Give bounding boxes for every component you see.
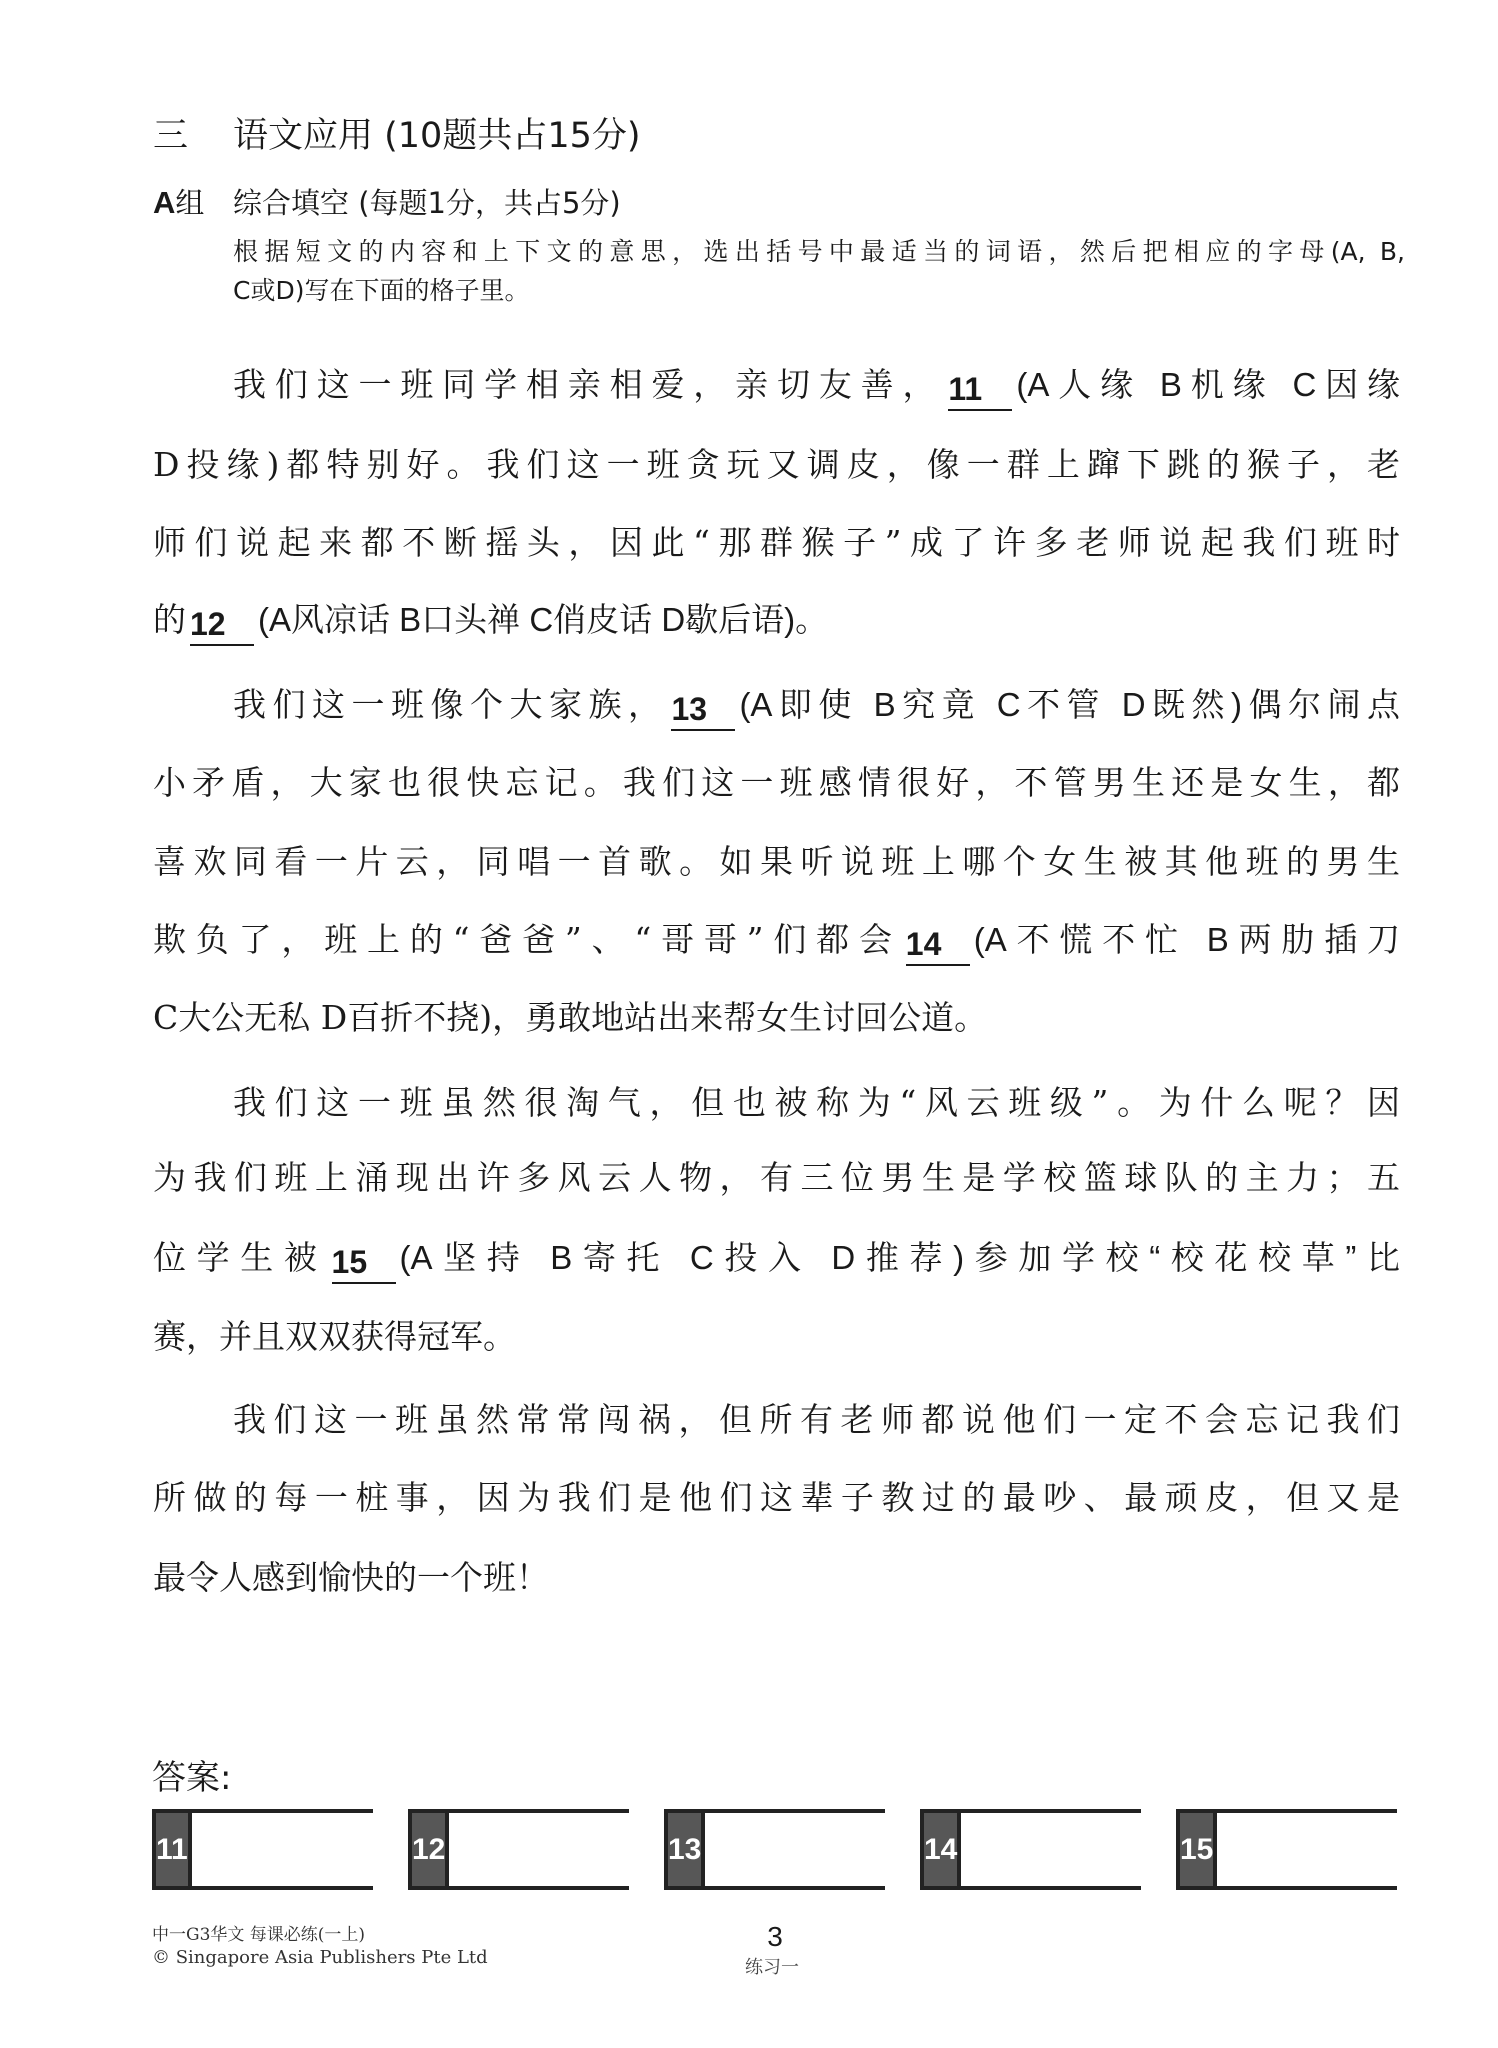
- passage-line: 为我们班上涌现出许多风云人物，有三位男生是学校篮球队的主力；五: [153, 1158, 1400, 1197]
- section-number: 三: [153, 116, 189, 156]
- answer-box-12: [408, 1809, 629, 1890]
- blank-12: 12: [190, 604, 254, 646]
- instruction-line-1: 根据短文的内容和上下文的意思，选出括号中最适当的词语，然后把相应的字母(A, B,: [233, 237, 1405, 266]
- page-number: 3: [767, 1921, 783, 1952]
- blank-14: 14: [906, 924, 970, 966]
- answer-box-11: [152, 1809, 373, 1890]
- section-title: 语文应用 (10题共占15分): [233, 116, 641, 156]
- passage-line: 的 12 (A风凉话 B口头禅 C俏皮话 D歇后语)。: [153, 596, 1400, 644]
- passage-line: 小矛盾，大家也很快忘记。我们这一班感情很好，不管男生还是女生，都: [153, 763, 1400, 802]
- blank-11: 11: [948, 369, 1012, 411]
- answer-number: 12: [412, 1813, 449, 1886]
- passage-line: 欺负了，班上的“爸爸”、“哥哥”们都会 14 (A不慌不忙 B两肋插刀: [153, 916, 1400, 964]
- footer-book-title: 中一G3华文 每课必练(一上): [152, 1925, 366, 1945]
- blank-15: 15: [332, 1242, 396, 1284]
- answer-number: 11: [156, 1813, 192, 1886]
- passage-line: 所做的每一桩事，因为我们是他们这辈子教过的最吵、最顽皮，但又是: [153, 1478, 1400, 1517]
- exercise-label: 练习一: [745, 1957, 799, 1978]
- group-label: [153, 183, 204, 223]
- answer-number: 13: [668, 1813, 705, 1886]
- passage-line: C大公无私 D百折不挠)，勇敢地站出来帮女生讨回公道。: [153, 998, 988, 1037]
- passage-line: 我们这一班像个大家族， 13 (A即使 B究竟 C不管 D既然)偶尔闹点: [233, 681, 1400, 729]
- answer-box-15: [1176, 1809, 1397, 1890]
- group-letter: A: [153, 185, 176, 220]
- answer-number: 15: [1180, 1813, 1217, 1886]
- answer-number: 14: [924, 1813, 961, 1886]
- passage-line: 师们说起来都不断摇头，因此“那群猴子”成了许多老师说起我们班时: [153, 523, 1400, 562]
- passage-line: 位学生被 15 (A坚持 B寄托 C投入 D推荐)参加学校“校花校草”比: [153, 1234, 1400, 1282]
- group-suffix: 组: [175, 186, 205, 220]
- group-title: 综合填空 (每题1分，共占5分): [233, 186, 621, 220]
- footer-copyright: © Singapore Asia Publishers Pte Ltd: [152, 1947, 488, 1968]
- passage-line: D投缘)都特别好。我们这一班贪玩又调皮，像一群上蹿下跳的猴子，老: [153, 445, 1400, 484]
- answer-box-13: [664, 1809, 885, 1890]
- answer-input-15[interactable]: [1217, 1813, 1498, 1886]
- instruction-line-2: C或D)写在下面的格子里。: [233, 276, 530, 305]
- blank-13: 13: [671, 689, 735, 731]
- passage-line: 喜欢同看一片云，同唱一首歌。如果听说班上哪个女生被其他班的男生: [153, 842, 1400, 881]
- answer-box-14: [920, 1809, 1141, 1890]
- passage-line: 我们这一班虽然常常闯祸，但所有老师都说他们一定不会忘记我们: [233, 1400, 1400, 1439]
- passage-line: 最令人感到愉快的一个班！: [153, 1558, 549, 1597]
- answers-label: 答案:: [152, 1758, 232, 1798]
- passage-line: 我们这一班同学相亲相爱，亲切友善， 11 (A人缘 B机缘 C因缘: [233, 361, 1400, 409]
- passage-line: 赛，并且双双获得冠军。: [153, 1317, 516, 1356]
- passage-line: 我们这一班虽然很淘气，但也被称为“风云班级”。为什么呢？因: [233, 1083, 1400, 1122]
